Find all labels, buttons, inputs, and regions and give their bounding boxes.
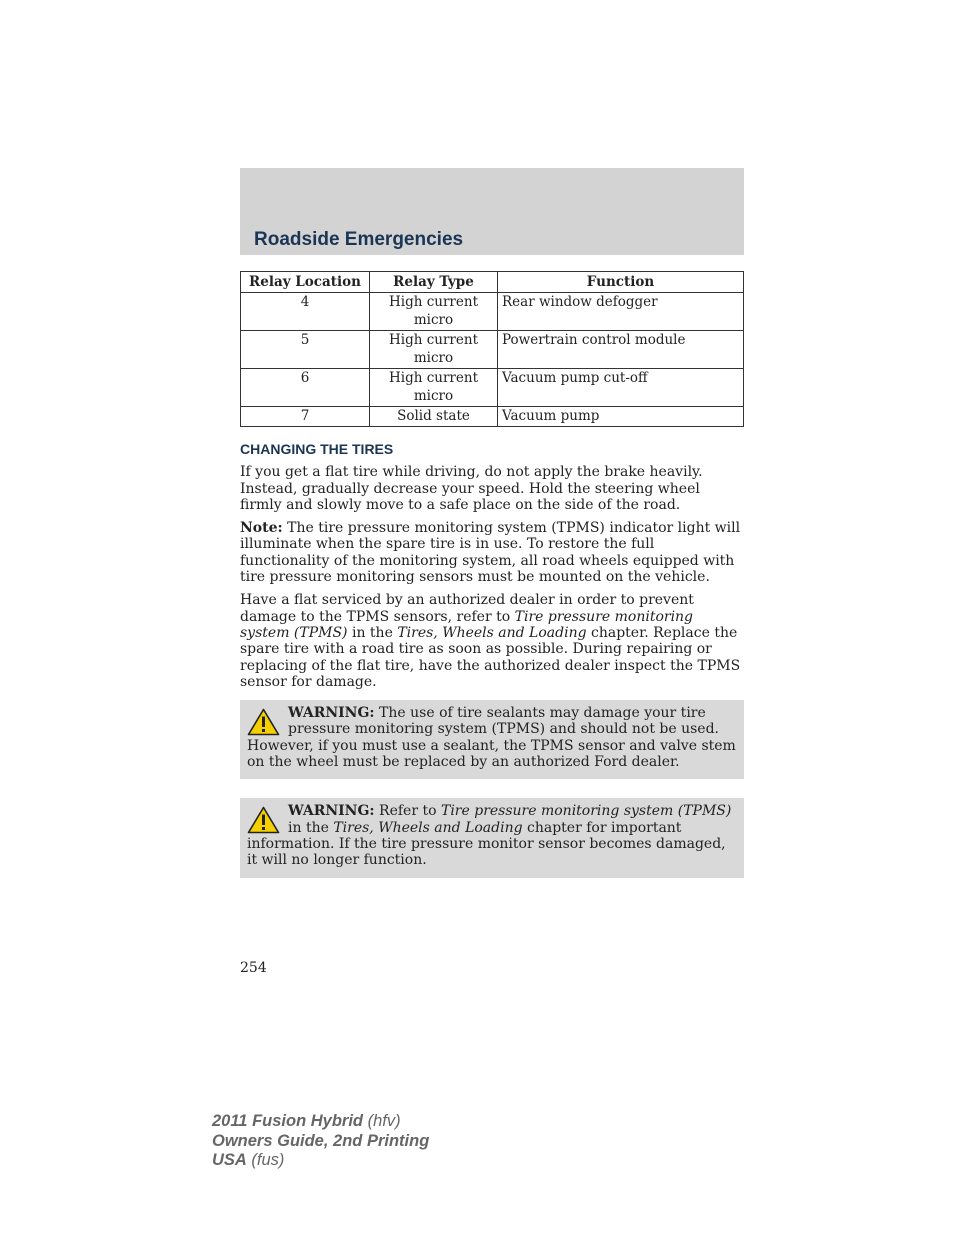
relay-function-cell: Vacuum pump [498,407,744,427]
relay-location-cell: 4 [241,293,370,331]
table-row [241,331,744,369]
cross-reference: Tires, Wheels and Loading [397,624,587,641]
relay-type-cell: High current micro [370,369,498,407]
warning-text: The use of tire sealants may damage your tire pressure monitoring system (TPMS) and should not be used. However, if you must use a sealant, the TPMS sensor and valve stem on the wheel must be replaced by an authorized Ford dealer. [247,705,736,771]
page-title: Roadside Emergencies [254,229,464,250]
guide-edition: Owners Guide, 2nd Printing [212,1131,430,1150]
relay-function-cell: Rear window defogger [498,293,744,331]
column-header-relay-type: Relay Type [370,272,498,293]
section-heading: CHANGING THE TIRES [240,441,394,457]
warning-label: WARNING: [288,705,375,722]
table-row [241,293,744,331]
model-code: (hfv) [362,1112,401,1130]
paragraph-flat-tire: If you get a flat tire while driving, do not apply the brake heavily. Instead, gradually decrease your speed. Hold the steering wheel firmly and slowly move to a safe place on the side of the road. [240,464,703,513]
relay-function-cell: Vacuum pump cut-off [498,369,744,407]
document-info-line [212,1151,429,1171]
relay-type-cell: High current micro [370,331,498,369]
warning-label: WARNING: [288,803,375,820]
paragraph-text: in the [347,624,398,641]
warning-text: in the [288,819,334,836]
model-name: 2011 Fusion Hybrid [212,1112,363,1130]
market-code: (fus) [246,1151,285,1169]
note-label: Note: [240,520,283,537]
note-text: The tire pressure monitoring system (TPMS) indicator light will illuminate when the spare tire is in use. To restore the full functionality of the monitoring system, all road wheels equipped with tire pressure monitoring sensors must be mounted on the vehicle. [240,520,741,586]
relay-function-cell: Powertrain control module [498,331,744,369]
paragraph-text: Have a flat serviced by an authorized dealer in order to prevent damage to the TPMS sensors, refer to [240,592,694,625]
market-name: USA [212,1151,247,1169]
page-number: 254 [240,960,267,976]
table-row [241,407,744,427]
relay-location-cell: 7 [241,407,370,427]
document-info [212,1112,429,1171]
document-info-line [212,1112,429,1132]
column-header-relay-location: Relay Location [241,272,370,293]
relay-location-cell: 6 [241,369,370,407]
relay-table [240,271,744,427]
paragraph-note [240,520,744,585]
warning-box [240,798,744,877]
warning-text: Refer to [374,803,441,820]
main-content [240,441,744,878]
cross-reference: Tires, Wheels and Loading [333,819,523,836]
relay-type-cell: High current micro [370,293,498,331]
relay-table-header-row [241,272,744,293]
cross-reference: Tire pressure monitoring system (TPMS) [440,803,732,820]
column-header-function: Function [498,272,744,293]
header-band [240,168,744,255]
warning-triangle-icon [247,806,280,834]
relay-location-cell: 5 [241,331,370,369]
document-info-line [212,1132,429,1152]
table-row [241,369,744,407]
warning-text: chapter for important information. If the tire pressure monitor sensor becomes damaged, it will no longer function. [247,819,726,869]
warning-box [240,700,744,779]
paragraph-service [240,592,744,690]
cross-reference: Tire pressure monitoring system (TPMS) [240,608,694,641]
relay-type-cell: Solid state [370,407,498,427]
warning-triangle-icon [247,708,280,736]
paragraph-text: chapter. Replace the spare tire with a road tire as soon as possible. During repairing or replacing of the flat tire, have the authorized dealer inspect the TPMS sensor for damage. [240,624,741,690]
